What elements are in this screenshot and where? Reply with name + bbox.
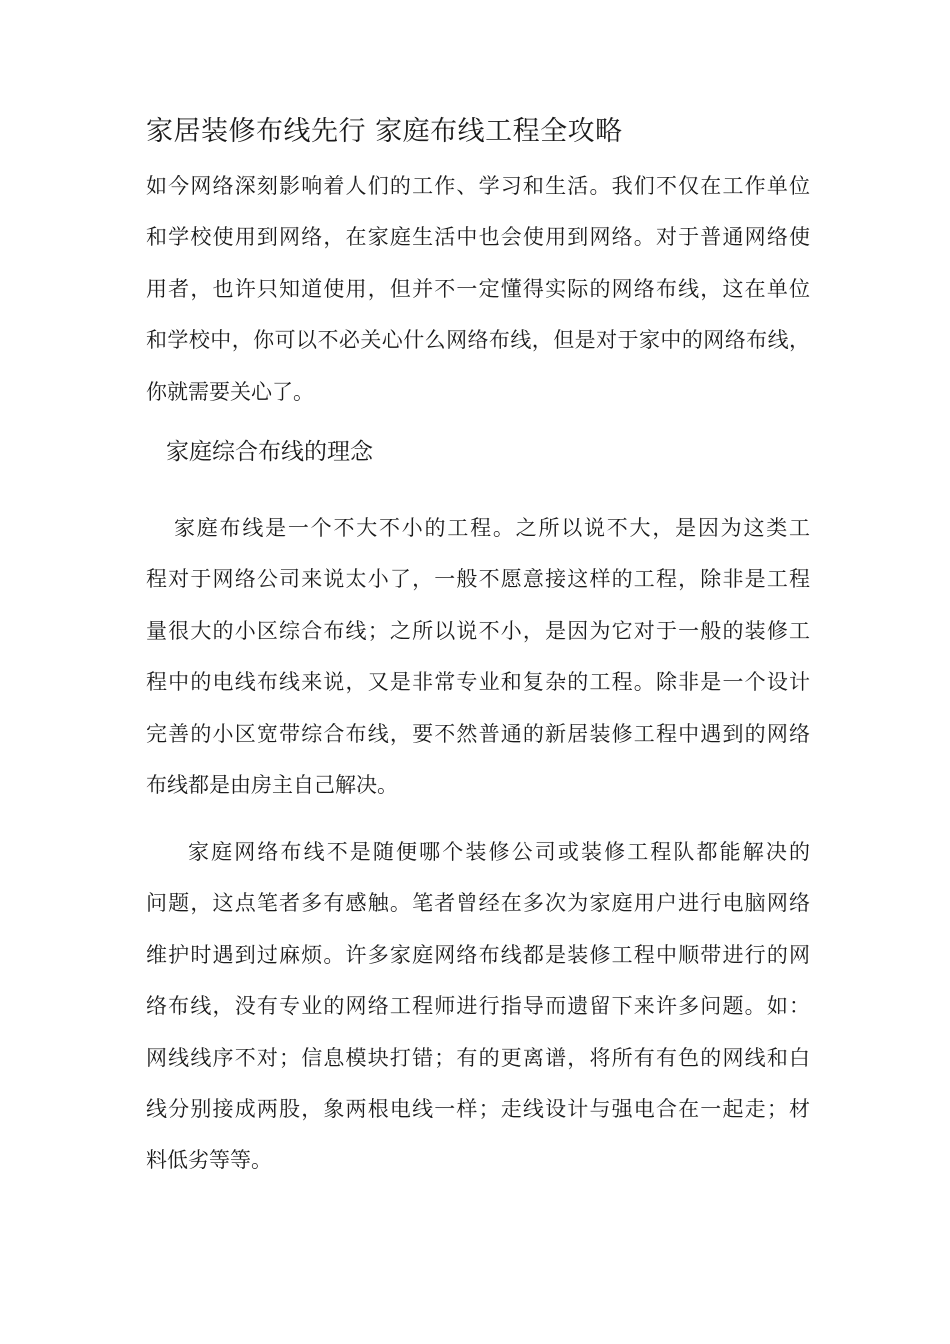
paragraph-line: 你就需要关心了。 <box>146 379 314 404</box>
paragraph-line: 布线都是由房主自己解决。 <box>146 772 398 797</box>
paragraph-line: 料低劣等等。 <box>146 1148 272 1173</box>
paragraph-line: 如今网络深刻影响着人们的工作、学习和生活。我们不仅在工作单位 <box>146 174 810 198</box>
paragraph-line: 问题，这点笔者多有感触。笔者曾经在多次为家庭用户进行电脑网络 <box>146 891 810 916</box>
section-heading: 家庭综合布线的理念 <box>166 439 373 465</box>
paragraph-line: 维护时遇到过麻烦。许多家庭网络布线都是装修工程中顺带进行的网 <box>146 942 810 967</box>
paragraph-line: 用者，也许只知道使用，但并不一定懂得实际的网络布线，这在单位 <box>146 276 810 301</box>
paragraph-line: 量很大的小区综合布线；之所以说不小，是因为它对于一般的装修工 <box>146 618 810 643</box>
paragraph-line: 家庭网络布线不是随便哪个装修公司或装修工程队都能解决的 <box>188 840 810 864</box>
paragraph-concept <box>146 503 810 811</box>
paragraph-intro <box>146 161 810 418</box>
paragraph-problems <box>146 827 810 1187</box>
paragraph-line: 程中的电线布线来说，又是非常专业和复杂的工程。除非是一个设计 <box>146 670 810 695</box>
paragraph-line: 网线线序不对；信息模块打错；有的更离谱，将所有有色的网线和白 <box>146 1045 810 1070</box>
paragraph-line: 家庭布线是一个不大不小的工程。之所以说不大，是因为这类工 <box>174 516 810 540</box>
paragraph-line: 线分别接成两股，象两根电线一样；走线设计与强电合在一起走；材 <box>146 1096 810 1121</box>
document-title: 家居装修布线先行 家庭布线工程全攻略 <box>146 116 623 147</box>
paragraph-line: 完善的小区宽带综合布线，要不然普通的新居装修工程中遇到的网络 <box>146 721 810 746</box>
paragraph-line: 络布线，没有专业的网络工程师进行指导而遗留下来许多问题。如： <box>146 994 810 1019</box>
paragraph-line: 程对于网络公司来说太小了，一般不愿意接这样的工程，除非是工程 <box>146 567 810 592</box>
paragraph-line: 和学校使用到网络，在家庭生活中也会使用到网络。对于普通网络使 <box>146 225 810 250</box>
paragraph-line: 和学校中，你可以不必关心什么网络布线，但是对于家中的网络布线， <box>146 328 810 353</box>
